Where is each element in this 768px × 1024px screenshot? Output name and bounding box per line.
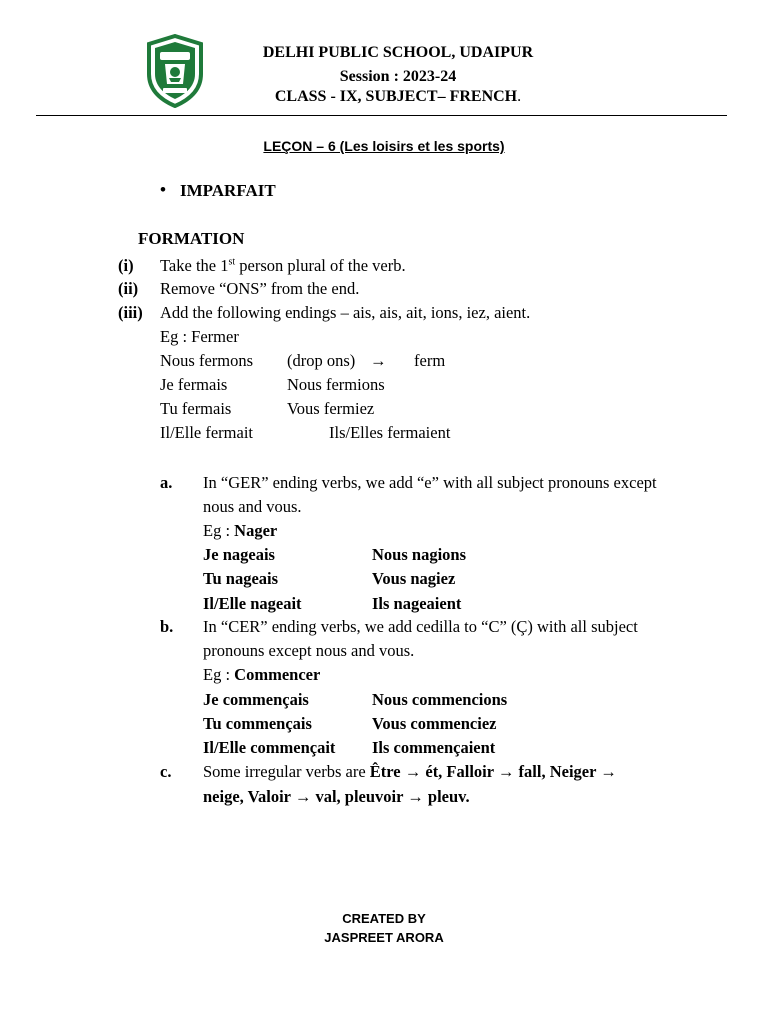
eg-prefix: Eg : xyxy=(203,521,235,540)
step-text-i xyxy=(160,256,406,276)
step-text-iii: Add the following endings – ais, ais, ait, ions, iez, aient. xyxy=(160,303,531,322)
class-subject-text: CLASS - IX, SUBJECT– FRENCH xyxy=(274,88,518,105)
step-number-ii: (ii) xyxy=(118,279,139,298)
note-a-line1: In “GER” ending verbs, we add “e” with all subject pronouns except xyxy=(203,473,657,492)
example-nous-fermons: Nous fermons xyxy=(160,351,254,370)
conjugation-right: Vous fermiez xyxy=(287,399,375,418)
header-divider xyxy=(36,115,727,116)
class-subject-period: . xyxy=(517,88,522,105)
example-label: Eg : Fermer xyxy=(160,327,239,346)
conjugation-left: Tu fermais xyxy=(160,399,232,418)
conjugation-right: Ils nageaient xyxy=(372,594,462,613)
step-i-sup: st xyxy=(228,256,236,268)
note-b-line2: pronouns except nous and vous. xyxy=(203,641,415,660)
note-a-line2: nous and vous. xyxy=(203,497,302,516)
conjugation-right: Nous commencions xyxy=(372,690,508,709)
note-a-example xyxy=(203,521,277,541)
note-c-line1 xyxy=(203,762,617,782)
conjugation-left: Il/Elle commençait xyxy=(203,738,336,757)
step-number-iii: (iii) xyxy=(118,303,143,322)
eg-verb: Commencer xyxy=(234,665,321,684)
conjugation-left: Je commençais xyxy=(203,690,309,709)
arrow-icon: → xyxy=(370,351,387,370)
school-name: DELHI PUBLIC SCHOOL, UDAIPUR xyxy=(262,44,534,61)
step-number-i: (i) xyxy=(118,256,134,275)
note-b-example xyxy=(203,665,320,685)
conjugation-left: Tu commençais xyxy=(203,714,312,733)
imparfait-heading: IMPARFAIT xyxy=(180,181,276,200)
step-i-post: person plural of the verb. xyxy=(235,256,406,275)
conjugation-right: Vous nagiez xyxy=(372,569,456,588)
session-label: Session : 2023-24 xyxy=(339,68,457,85)
formation-heading: FORMATION xyxy=(138,229,245,248)
example-stem: ferm xyxy=(414,351,446,370)
conjugation-left: Je fermais xyxy=(160,375,228,394)
created-by-label: CREATED BY xyxy=(342,911,426,926)
note-c-verbs-2: neige, Valoir → val, pleuvoir → pleuv. xyxy=(203,787,470,806)
note-label-a: a. xyxy=(160,473,173,492)
conjugation-right: Ils/Elles fermaient xyxy=(329,423,451,442)
eg-prefix: Eg : xyxy=(203,665,235,684)
author-name: JASPREET ARORA xyxy=(324,930,444,945)
conjugation-right: Nous nagions xyxy=(372,545,466,564)
conjugation-left: Je nageais xyxy=(203,545,275,564)
note-c-verbs-1: Être → ét, Falloir → fall, Neiger → xyxy=(369,762,617,781)
conjugation-left: Il/Elle nageait xyxy=(203,594,302,613)
example-drop-ons: (drop ons) xyxy=(287,351,356,370)
note-c-prefix: Some irregular verbs are xyxy=(203,762,370,781)
note-label-b: b. xyxy=(160,617,174,636)
class-subject-label xyxy=(198,88,598,106)
bullet-mark: • xyxy=(160,180,166,199)
conjugation-left: Tu nageais xyxy=(203,569,279,588)
note-b-line1: In “CER” ending verbs, we add cedilla to “C” (Ç) with all subject xyxy=(203,617,638,636)
note-label-c: c. xyxy=(160,762,172,781)
conjugation-right: Vous commenciez xyxy=(372,714,497,733)
eg-verb: Nager xyxy=(234,521,278,540)
step-i-pre: Take the 1 xyxy=(160,256,229,275)
conjugation-right: Nous fermions xyxy=(287,375,385,394)
conjugation-right: Ils commençaient xyxy=(372,738,496,757)
lesson-title: LEÇON – 6 (Les loisirs et les sports) xyxy=(263,138,505,154)
step-text-ii: Remove “ONS” from the end. xyxy=(160,279,360,298)
conjugation-left: Il/Elle fermait xyxy=(160,423,253,442)
